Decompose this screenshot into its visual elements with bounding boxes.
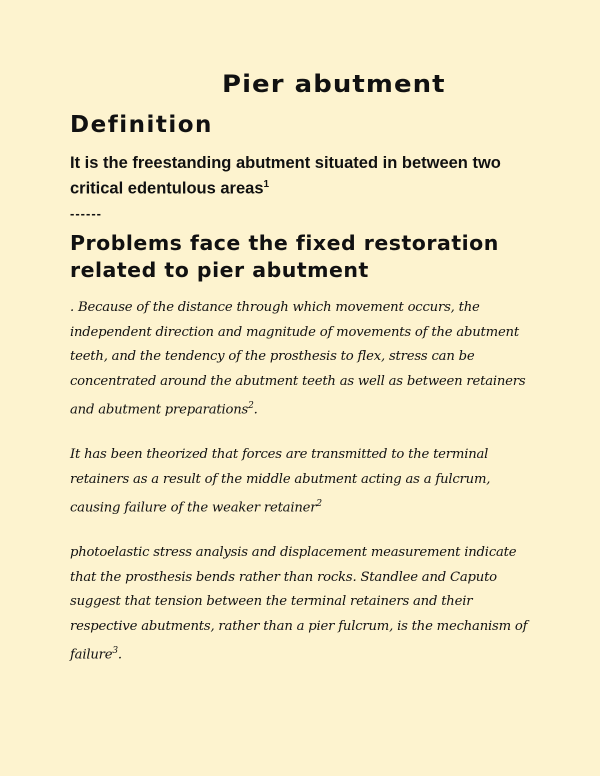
paragraph-tail: .: [117, 647, 122, 663]
definition-text: [70, 152, 540, 200]
paragraph-text: photoelastic stress analysis and displacement measurement indicate that the prosthesis bends rather than rocks. Standlee and Caputo suggest that tension between the terminal retainers and their respective abutments, rather than a pier fulcrum, is the mechanism of failure: [70, 545, 528, 663]
definition-ref: 1: [263, 179, 270, 190]
problems-heading: Problems face the fixed restoration related to pier abutment: [70, 231, 499, 282]
paragraph-text: It has been theorized that forces are transmitted to the terminal retainers as a result of the middle abutment acting as a fulcrum, causing failure of the weaker retainer: [70, 447, 491, 516]
definition-body: It is the freestanding abutment situated in between two critical edentulous areas: [70, 154, 501, 198]
problems-paragraph-1: [70, 296, 540, 423]
problems-paragraph-3: [70, 541, 540, 668]
paragraph-ref: 2: [316, 499, 322, 509]
page-title: Pier abutment: [222, 70, 446, 98]
paragraph-ref: 2: [248, 401, 254, 411]
definition-heading: Definition: [70, 112, 213, 138]
paragraph-text: . Because of the distance through which movement occurs, the independent direction and magnitude of movements of the abutment teeth, and the tendency of the prosthesis to flex, stress can be concentrated around the abutment teeth as well as between retainers and abutment preparations: [70, 300, 526, 418]
paragraph-tail: .: [253, 402, 258, 418]
paragraph-ref: 3: [112, 646, 118, 656]
problems-paragraph-2: [70, 443, 540, 521]
separator: ------: [70, 206, 102, 221]
